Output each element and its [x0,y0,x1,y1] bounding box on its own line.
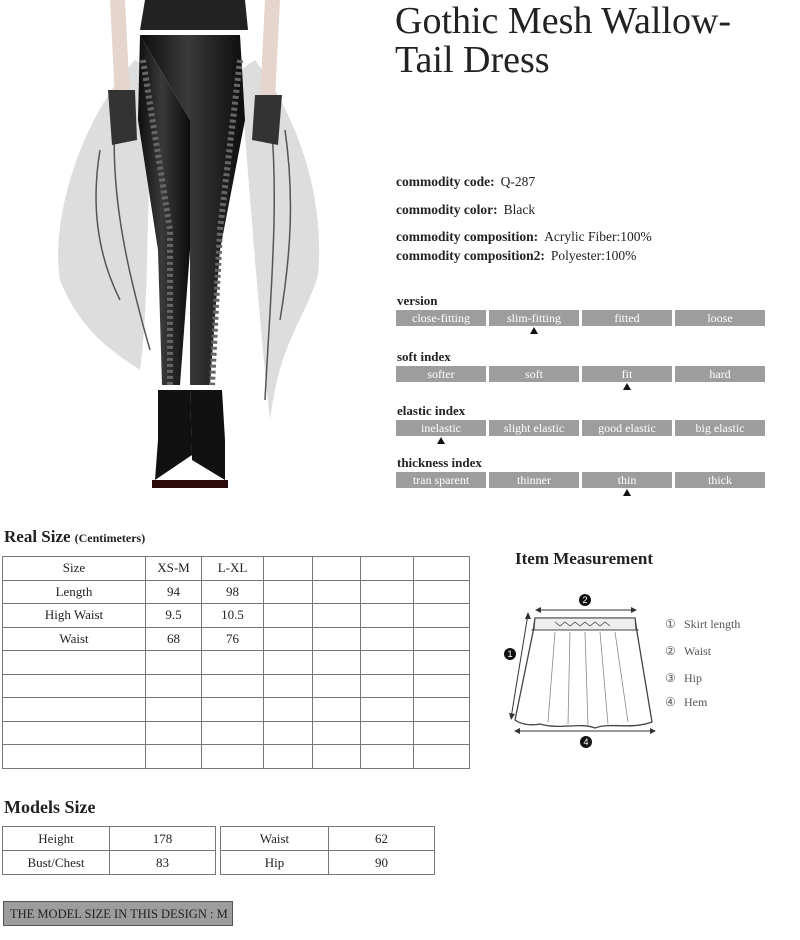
real-size-heading [4,527,145,547]
legend-hip: Hip [684,671,702,685]
table-cell: Height [3,827,110,851]
legend-marker-1: ① [665,617,676,631]
item-measurement-heading: Item Measurement [515,549,654,568]
legend-marker-4: ④ [665,695,676,709]
models-size-heading: Models Size [4,797,96,817]
table-cell [414,674,470,698]
table-cell [264,651,313,675]
table-cell: Bust/Chest [3,851,110,875]
commodity-code-row [396,174,535,190]
table-header-cell [264,557,313,581]
table-cell [414,604,470,628]
table-row [3,674,470,698]
version-option: close-fitting [396,310,486,326]
table-header-cell [414,557,470,581]
table-cell [313,627,361,651]
table-cell [414,698,470,722]
table-cell [313,580,361,604]
table-cell [361,604,414,628]
commodity-composition2-label: commodity composition2: [396,248,545,263]
table-cell: 94 [146,580,202,604]
models-size-table-left [2,826,216,875]
table-cell [3,721,146,745]
version-option: loose [675,310,765,326]
table-cell [146,674,202,698]
table-cell [3,698,146,722]
table-cell [3,651,146,675]
thickness-index-scale [396,472,765,488]
legend-waist: Waist [684,644,712,658]
skirt-measurement-diagram [500,590,800,760]
product-photo [40,0,330,495]
table-cell: 68 [146,627,202,651]
table-cell [146,745,202,769]
table-header-cell [361,557,414,581]
table-row [221,851,435,875]
soft-index-option: soft [489,366,579,382]
legend-skirt-length: Skirt length [684,617,741,631]
elastic-index-option: slight elastic [489,420,579,436]
soft-index-option: softer [396,366,486,382]
table-cell [414,745,470,769]
commodity-composition2-row [396,248,636,264]
table-cell [264,698,313,722]
model-size-note: THE MODEL SIZE IN THIS DESIGN : M [3,901,233,926]
table-cell [264,604,313,628]
table-header-cell: Size [3,557,146,581]
commodity-composition-label: commodity composition: [396,229,539,244]
table-cell [414,627,470,651]
table-cell [202,745,264,769]
table-cell: Waist [3,627,146,651]
table-cell [202,698,264,722]
table-row [3,745,470,769]
table-cell [264,674,313,698]
table-cell [146,651,202,675]
legend-marker-3: ③ [665,671,676,685]
thickness-index-label: thickness index [397,455,482,470]
soft-index-scale [396,366,765,382]
table-cell [414,651,470,675]
table-cell [313,745,361,769]
table-cell [202,674,264,698]
table-cell [264,721,313,745]
table-cell [3,745,146,769]
table-header-cell: XS-M [146,557,202,581]
table-cell [264,627,313,651]
table-cell [361,674,414,698]
table-cell [313,721,361,745]
table-cell [313,698,361,722]
table-cell [361,651,414,675]
table-cell [361,698,414,722]
version-scale [396,310,765,326]
commodity-composition2-value: Polyester:100% [550,248,637,263]
commodity-code-value: Q-287 [500,174,536,189]
table-cell: 90 [329,851,435,875]
soft-index-label: soft index [397,349,451,364]
table-cell: High Waist [3,604,146,628]
table-row [3,827,216,851]
commodity-color-label: commodity color: [396,202,498,217]
table-row [3,580,470,604]
commodity-color-row [396,202,535,218]
commodity-color-value: Black [503,202,536,217]
table-cell: 10.5 [202,604,264,628]
thickness-index-option: thin [582,472,672,488]
table-cell [264,745,313,769]
marker-2-label: 2 [582,595,588,605]
commodity-composition-row [396,229,652,245]
table-row [3,651,470,675]
table-cell: 98 [202,580,264,604]
version-option: slim-fitting [489,310,579,326]
commodity-composition-value: Acrylic Fiber:100% [544,229,652,244]
elastic-index-option: good elastic [582,420,672,436]
table-cell [414,580,470,604]
table-cell [361,627,414,651]
table-cell [313,651,361,675]
table-cell: 9.5 [146,604,202,628]
elastic-index-label: elastic index [397,403,466,418]
real-size-unit: (Centimeters) [74,531,146,545]
table-cell [313,604,361,628]
version-option: fitted [582,310,672,326]
product-title: Gothic Mesh Wallow-Tail Dress [395,0,732,81]
table-cell [414,721,470,745]
thickness-index-option: tran sparent [396,472,486,488]
legend-hem: Hem [684,695,708,709]
table-cell [361,745,414,769]
real-size-title: Real Size [4,527,71,546]
table-row [3,698,470,722]
thickness-index-option: thinner [489,472,579,488]
size-table [2,556,470,769]
table-cell: 178 [110,827,216,851]
table-row [3,604,470,628]
table-cell: Length [3,580,146,604]
table-cell [202,721,264,745]
table-row [3,627,470,651]
legend-marker-2: ② [665,644,676,658]
table-cell [3,674,146,698]
table-cell: Waist [221,827,329,851]
table-cell [361,580,414,604]
elastic-index-option: big elastic [675,420,765,436]
table-cell [264,580,313,604]
table-cell: Hip [221,851,329,875]
table-row [3,721,470,745]
commodity-code-label: commodity code: [396,174,495,189]
elastic-index-scale [396,420,765,436]
table-header-row [3,557,470,581]
table-header-cell [313,557,361,581]
table-cell: 62 [329,827,435,851]
table-header-cell: L-XL [202,557,264,581]
thickness-index-option: thick [675,472,765,488]
table-cell: 83 [110,851,216,875]
soft-index-option: hard [675,366,765,382]
soft-index-option: fit [582,366,672,382]
marker-4-label: 4 [583,737,589,747]
version-label: version [397,293,438,308]
elastic-index-option: inelastic [396,420,486,436]
table-cell [146,721,202,745]
table-cell [313,674,361,698]
table-cell [361,721,414,745]
table-row [221,827,435,851]
table-cell [146,698,202,722]
table-row [3,851,216,875]
table-cell: 76 [202,627,264,651]
models-size-table-right [220,826,435,875]
marker-1-label: 1 [507,649,513,659]
table-cell [202,651,264,675]
